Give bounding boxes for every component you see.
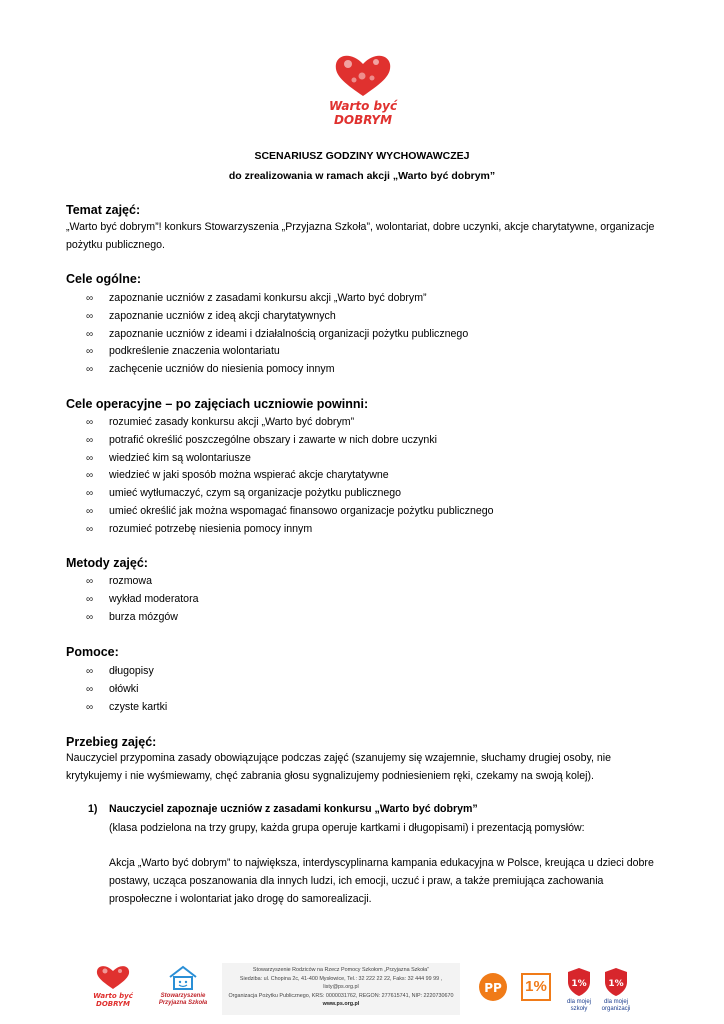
bullet-infinity-icon: ∞ bbox=[86, 505, 94, 517]
pomoce-heading: Pomoce: bbox=[66, 645, 119, 659]
list-item: ∞ rozumieć potrzebę niesienia pomocy innym bbox=[86, 521, 494, 539]
badge-organization-caption: dla mojej organizacji bbox=[601, 999, 631, 1012]
document-title: SCENARIUSZ GODZINY WYCHOWAWCZEJ bbox=[254, 150, 470, 162]
bullet-infinity-icon: ∞ bbox=[86, 666, 94, 677]
przebieg-intro: Nauczyciel przypomina zasady obowiązujące podczas zajęć (szanujemy się wzajemnie, słuchamy drugiej osoby, nie krytykujemy i nie wyśmiewamy, chęć zabrania głosu sygnalizujemy podniesieniem ręki, czekamy na swoją kolej). bbox=[66, 752, 612, 782]
przyjazna-szkola-text: Stowarzyszenie Przyjazna Szkoła bbox=[158, 993, 208, 1006]
org-name: Stowarzyszenie Rodziców na Rzecz Pomocy Szkołom „Przyjazna Szkoła” bbox=[252, 967, 430, 973]
list-item: ∞ zapoznanie uczniów z zasadami konkursu akcji „Warto być dobrym” bbox=[86, 290, 468, 308]
footer-logo1-line2: DOBRYM bbox=[96, 1000, 130, 1008]
bullet-infinity-icon: ∞ bbox=[86, 310, 94, 322]
przebieg-heading: Przebieg zajęć: bbox=[66, 735, 157, 749]
list-item: ∞ umieć wytłumaczyć, czym są organizacje pożytku publicznego bbox=[86, 485, 494, 503]
shield-badge-school bbox=[566, 967, 592, 997]
metody-heading: Metody zajęć: bbox=[66, 556, 148, 570]
list-item: ∞ czyste kartki bbox=[86, 699, 167, 717]
shield-icon bbox=[603, 967, 629, 997]
shield-icon bbox=[566, 967, 592, 997]
step-subtitle: (klasa podzielona na trzy grupy, każda grupa operuje kartkami i długopisami) i prezentacją pomysłów: bbox=[109, 822, 585, 834]
footer-logo1-line1: Warto być bbox=[93, 992, 133, 1000]
list-item: ∞ burza mózgów bbox=[86, 609, 199, 627]
bullet-infinity-icon: ∞ bbox=[86, 576, 94, 587]
bullet-infinity-icon: ∞ bbox=[86, 364, 94, 376]
metody-list bbox=[86, 573, 199, 626]
list-item: ∞ zapoznanie uczniów z ideami i działalnością organizacji pożytku publicznego bbox=[86, 326, 468, 344]
bullet-infinity-icon: ∞ bbox=[86, 683, 94, 695]
svg-text:PP: PP bbox=[484, 981, 502, 995]
pp-logo bbox=[476, 972, 510, 1002]
bullet-infinity-icon: ∞ bbox=[86, 346, 94, 358]
org-website: www.ps.org.pl bbox=[322, 1001, 360, 1007]
pp-logo-icon bbox=[476, 972, 510, 1002]
list-item: ∞ rozmowa bbox=[86, 573, 199, 591]
one-percent-logo: 1% bbox=[521, 973, 551, 1001]
list-item: ∞ wykład moderatora bbox=[86, 591, 199, 609]
list-item: ∞ rozumieć zasady konkursu akcji „Warto być dobrym” bbox=[86, 414, 494, 432]
school-house-icon bbox=[158, 963, 208, 993]
svg-text:1%: 1% bbox=[571, 979, 587, 989]
list-item: ∞ zachęcenie uczniów do niesienia pomocy innym bbox=[86, 361, 468, 379]
bullet-infinity-icon: ∞ bbox=[86, 417, 94, 428]
step-title: Nauczyciel zapoznaje uczniów z zasadami konkursu „Warto być dobrym” bbox=[109, 803, 478, 815]
cele-ogolne-list bbox=[86, 290, 468, 379]
list-item: ∞ ołówki bbox=[86, 681, 167, 699]
bullet-infinity-icon: ∞ bbox=[86, 523, 94, 535]
footer bbox=[0, 955, 724, 1020]
bullet-infinity-icon: ∞ bbox=[86, 452, 94, 464]
pomoce-list bbox=[86, 663, 167, 716]
organization-info bbox=[222, 963, 460, 1015]
bullet-infinity-icon: ∞ bbox=[86, 611, 94, 623]
list-item: ∞ potrafić określić poszczególne obszary i zawarte w nich dobre uczynki bbox=[86, 432, 494, 450]
cele-ogolne-heading: Cele ogólne: bbox=[66, 272, 142, 286]
cele-operacyjne-heading: Cele operacyjne – po zajęciach uczniowie powinni: bbox=[66, 397, 369, 411]
bullet-infinity-icon: ∞ bbox=[86, 593, 94, 605]
bullet-infinity-icon: ∞ bbox=[86, 434, 94, 446]
list-item: ∞ wiedzieć w jaki sposób można wspierać akcje charytatywne bbox=[86, 467, 494, 485]
footer-warto-logo bbox=[92, 963, 134, 1009]
temat-text: „Warto być dobrym”! konkurs Stowarzyszenia „Przyjazna Szkoła”, wolontariat, dobre uczynki, akcje charytatywne, organizacje pożytku publicznego. bbox=[66, 221, 655, 251]
shield-badge-organization bbox=[603, 967, 629, 997]
bullet-infinity-icon: ∞ bbox=[86, 701, 94, 713]
list-item: ∞ długopisy bbox=[86, 663, 167, 681]
footer-heart-icon bbox=[92, 963, 134, 1009]
temat-heading: Temat zajęć: bbox=[66, 203, 141, 217]
list-item: ∞ wiedzieć kim są wolontariusze bbox=[86, 450, 494, 468]
warto-byc-dobrym-logo bbox=[326, 50, 400, 130]
svg-text:1%: 1% bbox=[608, 979, 624, 989]
bullet-infinity-icon: ∞ bbox=[86, 328, 94, 340]
logo-text-line2: DOBRYM bbox=[333, 113, 393, 127]
list-item: ∞ umieć określić jak można wspomagać finansowo organizacje pożytku publicznego bbox=[86, 503, 494, 521]
document-subtitle: do zrealizowania w ramach akcji „Warto być dobrym” bbox=[228, 170, 496, 182]
bullet-infinity-icon: ∞ bbox=[86, 470, 94, 482]
step-paragraph: Akcja „Warto być dobrym” to największa, interdyscyplinarna kampania edukacyjna w Polsce, kreująca u dzieci dobre postawy, ucząca poszanowania dla innych ludzi, ich emocji, uczuć i praw, a także premiująca zachowania prospołeczne i wolontariat jako drogę do samorealizacji. bbox=[109, 857, 654, 905]
org-registry: Organizacja Pożytku Publicznego, KRS: 0000031762, REGON: 277615741, NIP: 2220730670 bbox=[228, 992, 454, 999]
org-address: Siedziba: ul. Chopina 2c, 41-400 Mysłowice, Tel.: 32 222 22 22, Faks: 32 444 99 99 , listy@ps.org.pl bbox=[239, 975, 443, 990]
przyjazna-szkola-logo bbox=[158, 963, 208, 1015]
logo-text-line1: Warto być bbox=[328, 99, 398, 113]
list-item: ∞ podkreślenie znaczenia wolontariatu bbox=[86, 343, 468, 361]
list-item: ∞ zapoznanie uczniów z ideą akcji charytatywnych bbox=[86, 308, 468, 326]
cele-operacyjne-list bbox=[86, 414, 494, 539]
heart-logo-icon bbox=[326, 50, 400, 130]
bullet-infinity-icon: ∞ bbox=[86, 293, 94, 304]
badge-school-caption: dla mojej szkoły bbox=[566, 999, 591, 1012]
step-number: 1) bbox=[88, 803, 98, 815]
bullet-infinity-icon: ∞ bbox=[86, 488, 94, 500]
